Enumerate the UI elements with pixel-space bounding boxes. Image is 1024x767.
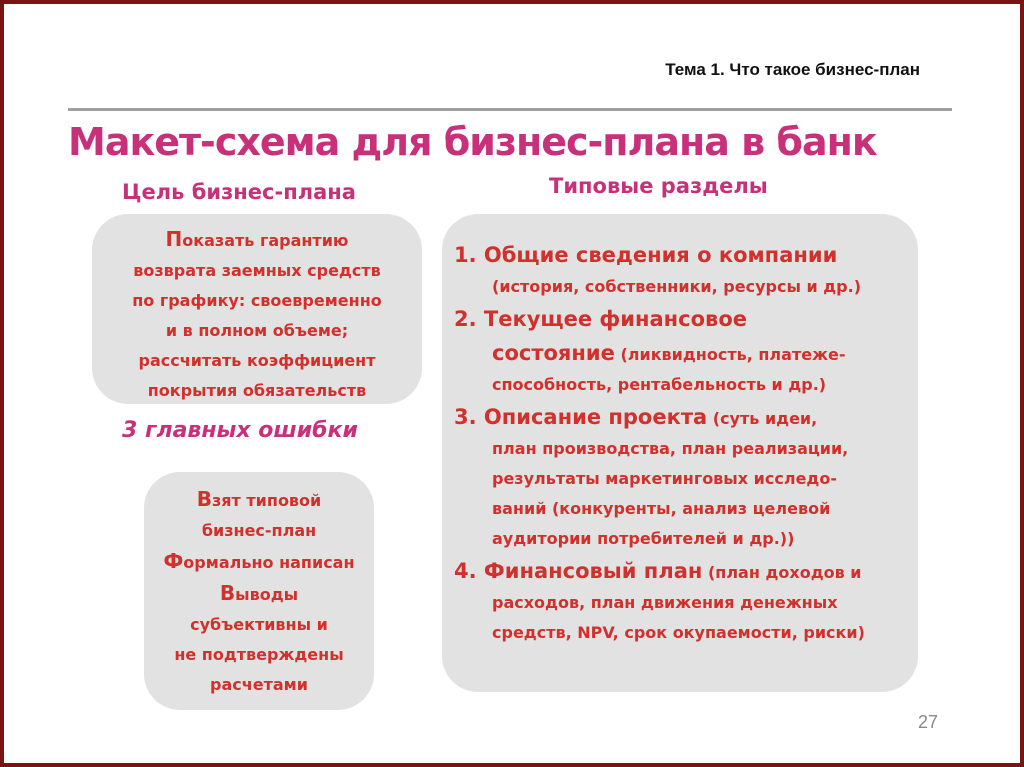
section-3-detail: ваний (конкуренты, анализ целевой [492,499,831,518]
goal-line: рассчитать коэффициент [138,351,376,370]
mistake-line: Выводы [219,581,299,605]
mistakes-heading: 3 главных ошибки [122,418,358,443]
slide-title: Макет-схема для бизнес-плана в банк [68,120,877,164]
goal-line: по графику: своевременно [132,291,382,310]
section-3-detail: аудитории потребителей и др.)) [492,529,795,548]
section-2-line: состояние (ликвидность, платеже- [492,341,846,365]
section-4-detail: расходов, план движения денежных [492,593,838,612]
goal-line: покрытия обязательств [147,381,367,400]
sections-heading: Типовые разделы [549,174,768,198]
section-4-title: 4. Финансовый план (план доходов и [454,559,862,583]
mistake-line: расчетами [210,675,308,694]
goal-heading: Цель бизнес-плана [122,180,356,204]
section-2-title: 2. Текущее финансовое [454,307,747,331]
mistake-line: Формально написан [163,549,355,573]
goal-line: возврата заемных средств [133,261,381,280]
mistake-line: бизнес-план [201,521,317,540]
topic-header: Тема 1. Что такое бизнес-план [665,60,920,79]
goal-box [92,214,422,404]
section-4-detail: средств, NPV, срок окупаемости, риски) [492,623,865,642]
goal-line: и в полном объеме; [165,321,349,340]
page-number: 27 [918,712,939,732]
section-1-detail: (история, собственники, ресурсы и др.) [492,277,862,296]
mistake-line: не подтверждены [174,645,344,664]
section-1-title: 1. Общие сведения о компании [454,243,838,267]
section-3-detail: план производства, план реализации, [492,439,849,458]
section-3-title: 3. Описание проекта (суть идеи, [454,405,818,429]
section-3-detail: результаты маркетинговых исследо- [492,469,837,488]
mistake-line: субъективны и [190,615,328,634]
header-divider [68,108,952,111]
mistake-line: Взят типовой [196,487,322,511]
mistakes-box [144,472,374,710]
section-2-detail: способность, рентабельность и др.) [492,375,827,394]
goal-line: Показать гарантию [165,227,349,251]
sections-box [442,214,918,692]
